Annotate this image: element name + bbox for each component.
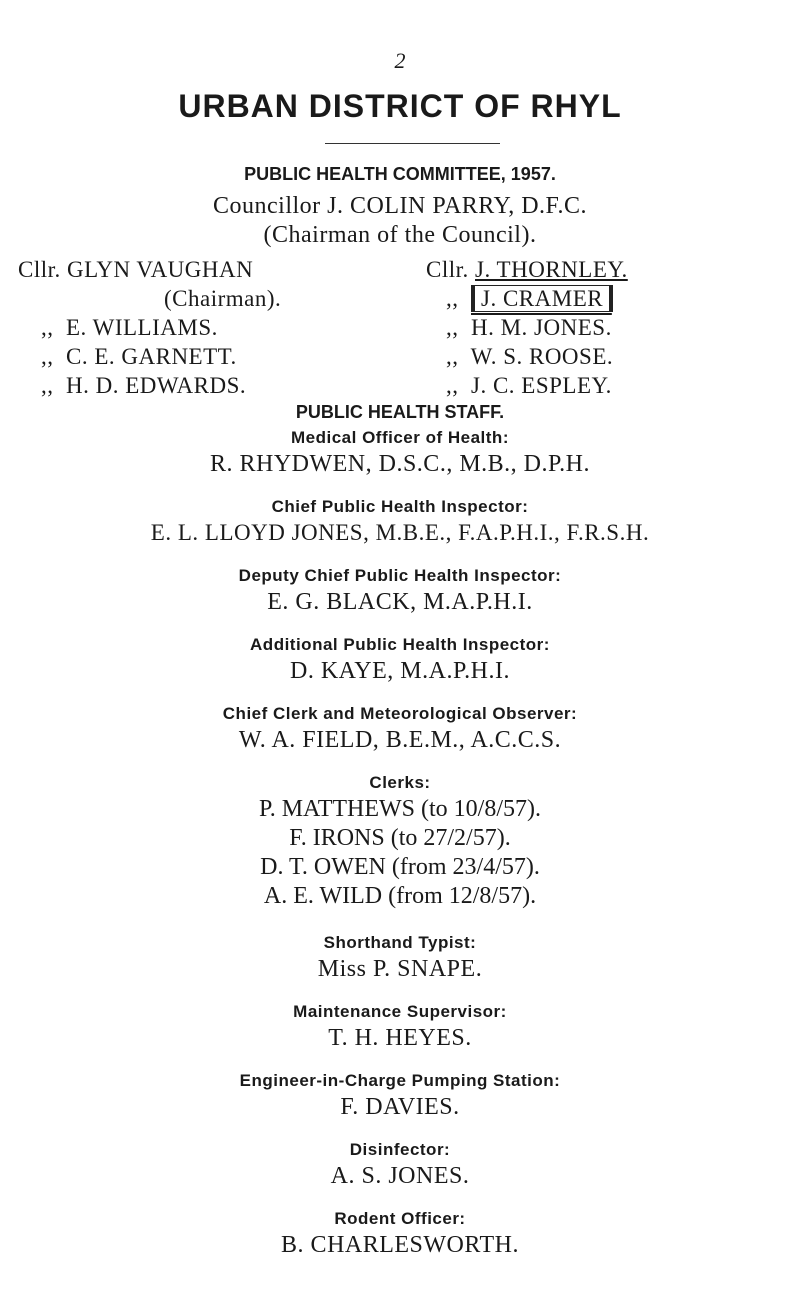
member-name-boxed: J. CRAMER — [471, 285, 613, 312]
ditto-mark: ,, — [446, 373, 459, 398]
role-chief-inspector: Chief Public Health Inspector: — [271, 497, 529, 516]
role-rodent-officer: Rodent Officer: — [334, 1209, 466, 1228]
council-chairman: Councillor J. COLIN PARRY, D.F.C. — [213, 193, 587, 219]
name-chief-inspector: E. L. LLOYD JONES, M.B.E., F.A.P.H.I., F.R.S.H. — [150, 520, 650, 545]
role-chief-clerk: Chief Clerk and Meteorological Observer: — [222, 704, 578, 723]
role-medical-officer: Medical Officer of Health: — [291, 428, 509, 447]
name-disinfector: A. S. JONES. — [330, 1163, 470, 1189]
member-name: W. S. ROOSE. — [470, 344, 614, 369]
member-name: H. M. JONES. — [471, 315, 612, 340]
committee-heading: PUBLIC HEALTH COMMITTEE, 1957. — [244, 164, 556, 184]
page-title: URBAN DISTRICT OF RHYL — [178, 88, 622, 124]
ditto-mark: ,, — [41, 373, 54, 398]
name-chief-clerk: W. A. FIELD, B.E.M., A.C.C.S. — [238, 727, 562, 753]
title-divider — [325, 143, 500, 144]
name-engineer: F. DAVIES. — [340, 1094, 460, 1120]
ditto-mark: ,, — [41, 315, 54, 340]
clerks-list — [0, 796, 800, 912]
ditto-mark: ,, — [446, 344, 459, 369]
role-disinfector: Disinfector: — [349, 1140, 451, 1159]
member-name: GLYN VAUGHAN — [67, 257, 254, 282]
list-item: A. E. WILD (from 12/8/57). — [263, 883, 537, 909]
member-name: H. D. EDWARDS. — [66, 373, 247, 398]
page-number: 2 — [394, 48, 406, 73]
ditto-mark: ,, — [446, 286, 459, 311]
role-engineer: Engineer-in-Charge Pumping Station: — [239, 1071, 561, 1090]
member-name: J. THORNLEY. — [475, 257, 628, 282]
council-chairman-title: (Chairman of the Council). — [263, 222, 537, 248]
name-deputy-inspector: E. G. BLACK, M.A.P.H.I. — [267, 589, 533, 615]
member-note: (Chairman). — [164, 286, 282, 311]
role-typist: Shorthand Typist: — [323, 933, 477, 952]
list-item: P. MATTHEWS (to 10/8/57). — [259, 796, 541, 822]
name-maintenance: T. H. HEYES. — [328, 1025, 472, 1051]
name-additional-inspector: D. KAYE, M.A.P.H.I. — [290, 658, 510, 684]
list-item: D. T. OWEN (from 23/4/57). — [260, 854, 540, 880]
name-medical-officer: R. RHYDWEN, D.S.C., M.B., D.P.H. — [209, 451, 591, 477]
role-additional-inspector: Additional Public Health Inspector: — [250, 635, 550, 654]
member-name: E. WILLIAMS. — [66, 315, 218, 340]
cllr-prefix: Cllr. — [426, 257, 469, 282]
ditto-mark: ,, — [446, 315, 459, 340]
ditto-mark: ,, — [41, 344, 54, 369]
member-name: J. C. ESPLEY. — [471, 373, 612, 398]
staff-heading: PUBLIC HEALTH STAFF. — [295, 402, 505, 422]
role-clerks: Clerks: — [369, 773, 431, 792]
member-name: C. E. GARNETT. — [66, 344, 237, 369]
cllr-prefix: Cllr. — [18, 257, 61, 282]
role-deputy-inspector: Deputy Chief Public Health Inspector: — [238, 566, 562, 585]
name-typist: Miss P. SNAPE. — [317, 956, 483, 982]
name-rodent-officer: B. CHARLESWORTH. — [281, 1232, 519, 1258]
list-item: F. IRONS (to 27/2/57). — [289, 825, 511, 851]
role-maintenance: Maintenance Supervisor: — [293, 1002, 507, 1021]
